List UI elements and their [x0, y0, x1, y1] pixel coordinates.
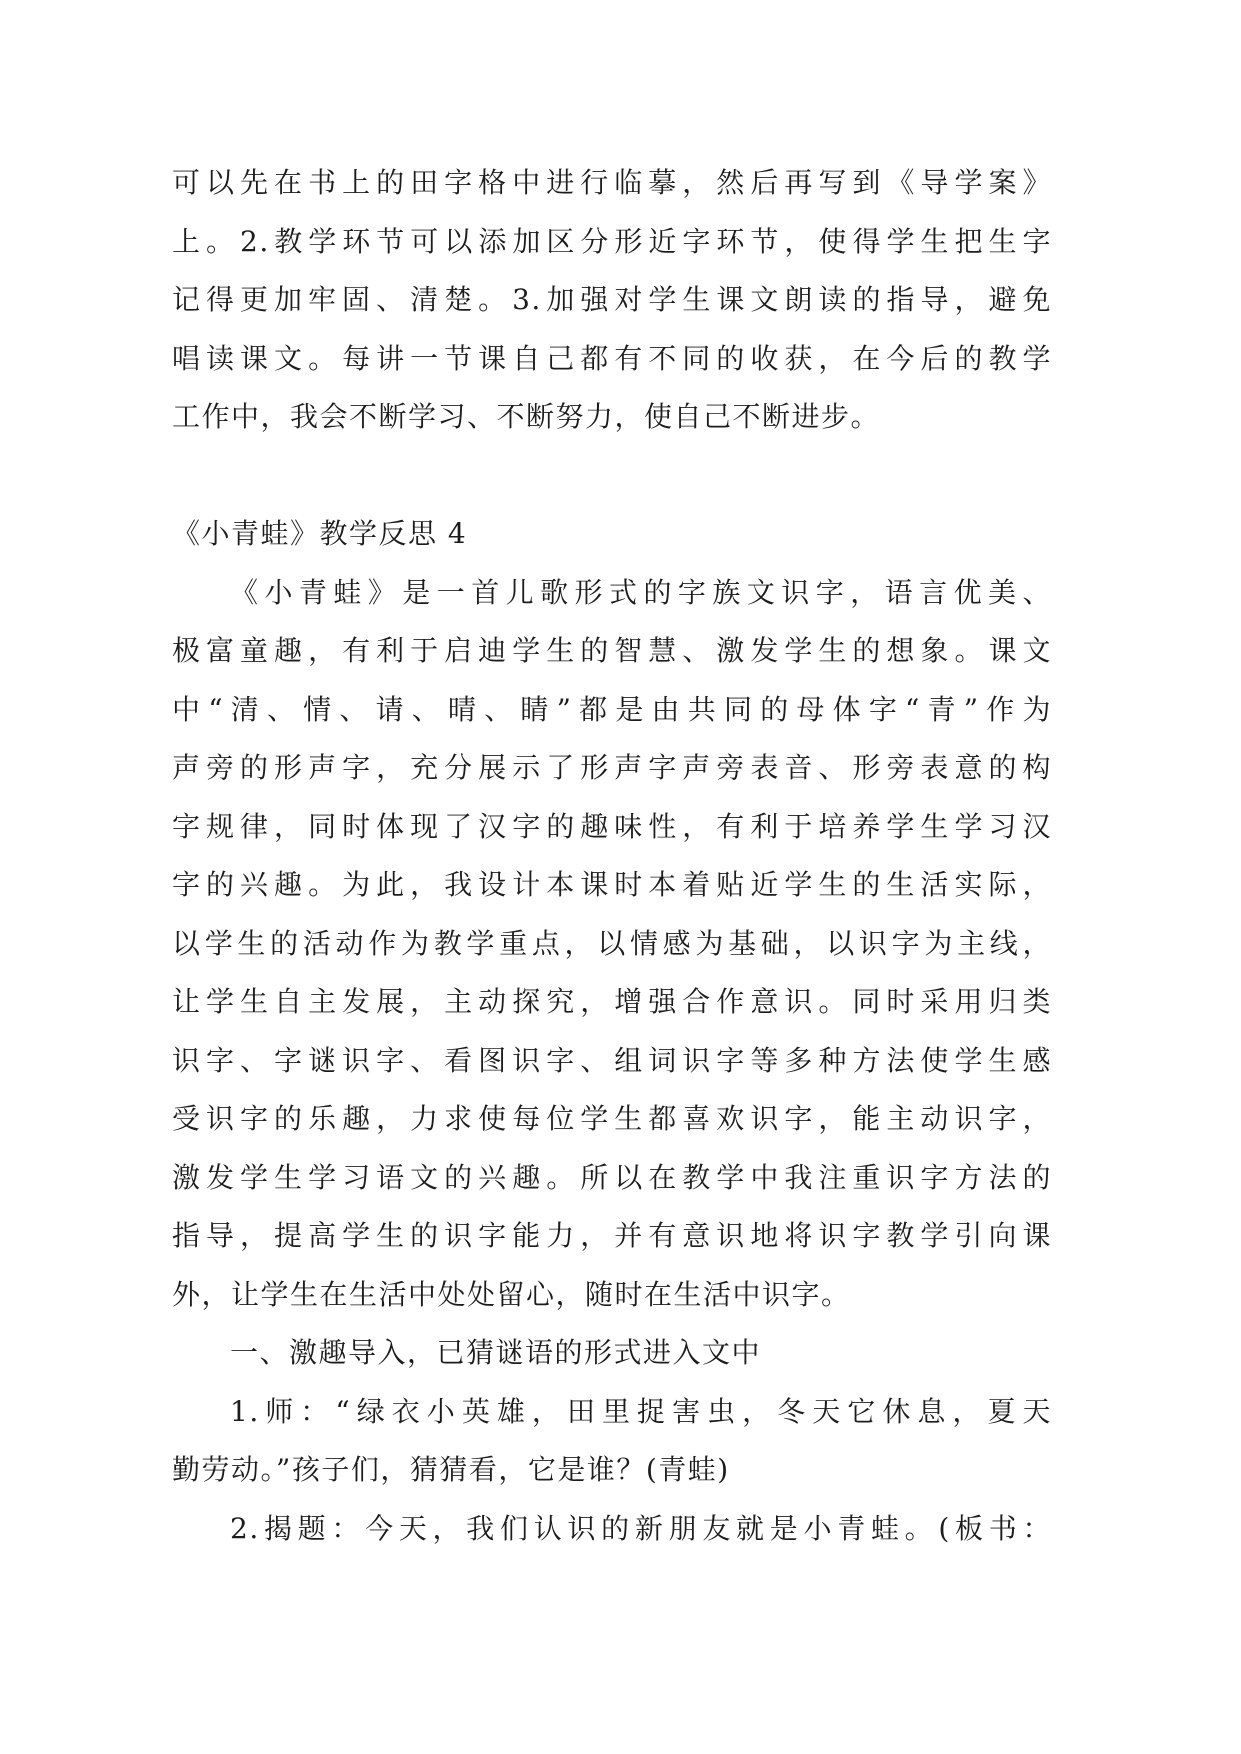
- paragraph-step-1: [172, 1383, 1052, 1500]
- paragraph-continuation: [172, 154, 1052, 447]
- text-line: 激发学生学习语文的兴趣。所以在教学中我注重识字方法的: [172, 1160, 1052, 1194]
- text-line: 记得更加牢固、清楚。3.加强对学生课文朗读的指导，避免: [172, 283, 1052, 316]
- text-line: 识字、字谜识字、看图识字、组词识字等多种方法使学生感: [172, 1043, 1052, 1077]
- text-line: 1.师：“绿衣小英雄，田里捉害虫，冬天它休息，夏天: [230, 1394, 1052, 1428]
- text-line: 上。2.教学环节可以添加区分形近字环节，使得学生把生字: [172, 224, 1052, 258]
- text-line: 声旁的形声字，充分展示了形声字声旁表音、形旁表意的构: [172, 751, 1052, 784]
- text-line: 《小青蛙》是一首儿歌形式的字族文识字，语言优美、: [230, 575, 1052, 609]
- paragraph-intro: [172, 564, 1052, 1325]
- text-line: 字规律，同时体现了汉字的趣味性，有利于培养学生学习汉: [172, 809, 1052, 843]
- text-line: 以学生的活动作为教学重点，以情感为基础，以识字为主线，: [172, 926, 1052, 960]
- text-line: 勤劳动。”孩子们，猜猜看，它是谁？(青蛙): [172, 1453, 730, 1486]
- text-line: 让学生自主发展，主动探究，增强合作意识。同时采用归类: [172, 985, 1052, 1018]
- step-heading: 一、激趣导入，已猜谜语的形式进入文中: [230, 1336, 762, 1369]
- text-line: 字的兴趣。为此，我设计本课时本着贴近学生的生活实际，: [172, 868, 1052, 901]
- text-line: 中“清、情、请、晴、睛”都是由共同的母体字“青”作为: [172, 692, 1052, 726]
- text-line: 唱读课文。每讲一节课自己都有不同的收获，在今后的教学: [172, 341, 1052, 375]
- text-line: 极富童趣，有利于启迪学生的智慧、激发学生的想象。课文: [172, 634, 1052, 667]
- section-title: 《小青蛙》教学反思 4: [172, 517, 468, 550]
- text-line: 指导，提高学生的识字能力，并有意识地将识字教学引向课: [172, 1219, 1052, 1252]
- text-line: 外，让学生在生活中处处留心，随时在生活中识字。: [172, 1277, 851, 1311]
- text-line: 可以先在书上的田字格中进行临摹，然后再写到《导学案》: [172, 166, 1052, 199]
- text-line: 受识字的乐趣，力求使每位学生都喜欢识字，能主动识字，: [172, 1102, 1052, 1135]
- paragraph-spacer: [172, 447, 1052, 506]
- text-line: 工作中，我会不断学习、不断努力，使自己不断进步。: [172, 400, 881, 433]
- document-body: [172, 154, 1052, 1558]
- text-line: 2.揭题：今天，我们认识的新朋友就是小青蛙。(板书：: [230, 1511, 1052, 1545]
- paragraph-step-2: [172, 1500, 1052, 1559]
